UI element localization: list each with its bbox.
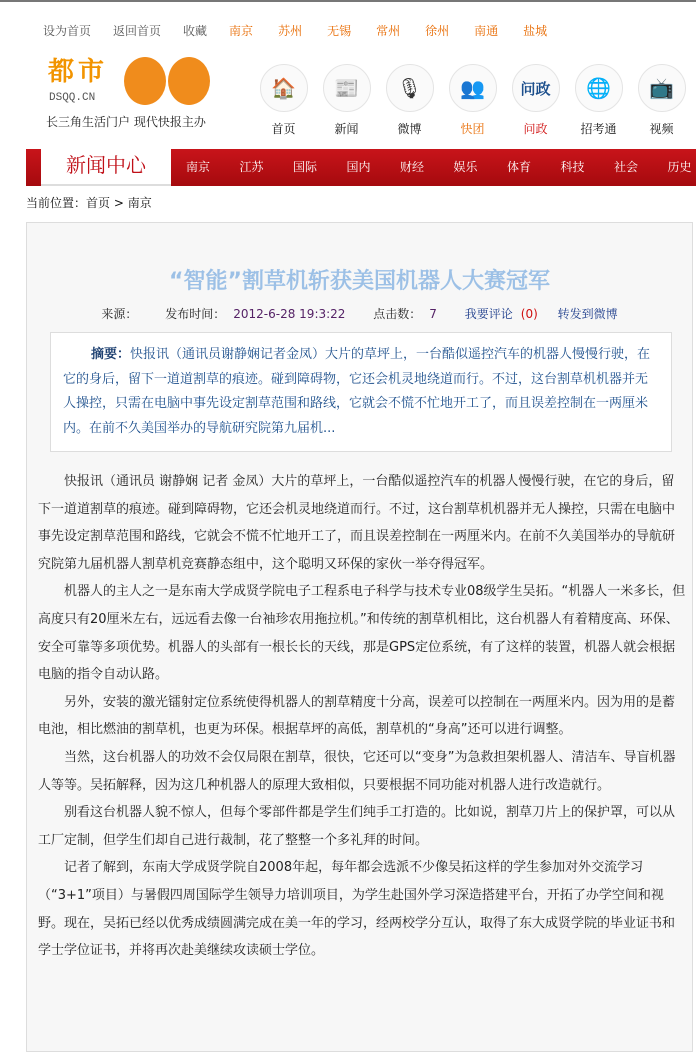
channel-label[interactable]: 新闻 [315, 122, 378, 137]
news-center-title[interactable]: 新闻中心 [41, 149, 171, 186]
article-summary [50, 332, 672, 452]
source-label: 来源： [101, 307, 137, 321]
share-weibo-link[interactable]: 转发到微博 [558, 307, 618, 321]
article-paragraph: 机器人的主人之一是东南大学成贤学院电子工程系电子科学与技术专业08级学生吴拓。“机器人一米多长，但高度只有20厘米左右，远远看去像一台袖珍农用拖拉机。”和传统的割草机相比，这台机器人有着精度高、环保、安全可靠等多项优势。机器人的头部有一根长长的天线，那是GPS定位系统，有了这样的装置，机器人就会根据电脑的指令自动认路。 [38, 578, 686, 688]
article-title: “智能”割草机斩获美国机器人大赛冠军 [27, 268, 692, 296]
city-link[interactable]: 徐州 [425, 22, 449, 39]
main-nav [26, 149, 696, 186]
logo-domain: DSQQ.CN [49, 91, 95, 105]
channel-3[interactable] [441, 64, 504, 137]
channel-label[interactable]: 首页 [252, 122, 315, 137]
time-label: 发布时间： [165, 307, 225, 321]
article-paragraph: 记者了解到，东南大学成贤学院自2008年起，每年都会选派不少像吴拓这样的学生参加对外交流学习（“3+1”项目）与暑假四周国际学生领导力培训项目，为学生赴国外学习深造搭建平台，开拓了办学空间和视野。现在，吴拓已经以优秀成绩圆满完成在美一年的学习，经两校学分互认，取得了东大成贤学院的毕业证书和学士学位证书，并将再次赴美继续攻读硕士学位。 [38, 854, 686, 964]
channel-label[interactable]: 招考通 [567, 122, 630, 137]
article-paragraph: 别看这台机器人貌不惊人，但每个零部件都是学生们纯手工打造的。比如说，割草刀片上的保护罩，可以从工厂定制，但学生们却自己进行裁制，花了整整一个多礼拜的时间。 [38, 799, 686, 854]
nav-item[interactable]: 社会 [614, 149, 668, 186]
city-link[interactable]: 无锡 [327, 22, 351, 39]
city-link[interactable]: 南通 [474, 22, 498, 39]
nav-item[interactable]: 南京 [186, 149, 240, 186]
nav-item[interactable]: 历史 [668, 149, 696, 186]
article-meta [27, 306, 692, 322]
site-logo[interactable] [46, 57, 211, 109]
city-link[interactable]: 南京 [229, 22, 253, 39]
breadcrumb-prefix: 当前位置： [26, 196, 86, 210]
article-paragraph: 当然，这台机器人的功效不会仅局限在割草，很快，它还可以“变身”为急救担架机器人、清洁车、导盲机器人等等。吴拓解释，因为这几种机器人的原理大致相似，只要根据不同功能对机器人进行改造就行。 [38, 744, 686, 799]
nav-item[interactable]: 体育 [507, 149, 561, 186]
microphone-icon[interactable]: 🎙 [386, 64, 434, 112]
site-tagline: 长三角生活门户 现代快报主办 [46, 115, 206, 130]
wenzheng-icon[interactable]: 问政 [512, 64, 560, 112]
channel-label[interactable]: 快团 [441, 122, 504, 137]
comment-count: (0) [521, 307, 538, 321]
article-container [26, 222, 693, 1052]
nav-item[interactable]: 江苏 [240, 149, 294, 186]
comment-link[interactable] [457, 307, 538, 321]
breadcrumb [26, 196, 152, 211]
channel-2[interactable] [378, 64, 441, 137]
nav-item[interactable]: 财经 [400, 149, 454, 186]
publish-time: 2012-6-28 19:3:22 [233, 307, 345, 321]
breadcrumb-separator: > [114, 196, 124, 210]
back-home-link[interactable]: 返回首页 [113, 22, 161, 39]
tv-icon[interactable]: 📺 [638, 64, 686, 112]
logo-mascot-icon [124, 57, 166, 105]
logo-text: 都市 [48, 57, 108, 87]
people-icon[interactable]: 👥 [449, 64, 497, 112]
article-paragraph: 快报讯（通讯员 谢静娴 记者 金凤）大片的草坪上，一台酷似遥控汽车的机器人慢慢行驶，在它的身后，留下一道道割草的痕迹。碰到障碍物，它还会机灵地绕道而行。不过，这台割草机机器并无人操控，只需在电脑中事先设定割草范围和路线，它就会不慌不忙地开工了，而且误差控制在一两厘米内。在前不久美国举办的导航研究院第九届机器人割草机竞赛静态组中，这个聪明又环保的家伙一举夺得冠军。 [38, 468, 686, 578]
top-links [43, 22, 572, 39]
house-icon[interactable]: 🏠 [260, 64, 308, 112]
logo-mascot-icon [168, 57, 210, 105]
channel-6[interactable] [630, 64, 693, 137]
article-paragraph: 另外，安装的激光镭射定位系统使得机器人的割草精度十分高，误差可以控制在一两厘米内。因为用的是蓄电池，相比燃油的割草机，也更为环保。根据草坪的高低，割草机的“身高”还可以进行调整。 [38, 689, 686, 744]
breadcrumb-home[interactable]: 首页 [86, 196, 110, 210]
click-count: 7 [429, 307, 437, 321]
bookmark-link[interactable]: 收藏 [183, 22, 207, 39]
nav-item[interactable]: 国内 [347, 149, 401, 186]
channel-4[interactable] [504, 64, 567, 137]
summary-label: 摘要： [91, 347, 130, 362]
newspaper-icon[interactable]: 📰 [323, 64, 371, 112]
channel-0[interactable] [252, 64, 315, 137]
nav-item[interactable]: 科技 [561, 149, 615, 186]
clicks-label: 点击数： [373, 307, 421, 321]
city-link[interactable]: 常州 [376, 22, 400, 39]
set-homepage-link[interactable]: 设为首页 [43, 22, 91, 39]
channel-label[interactable]: 微博 [378, 122, 441, 137]
channel-label[interactable]: 视频 [630, 122, 693, 137]
nav-item[interactable]: 国际 [293, 149, 347, 186]
city-link[interactable]: 盐城 [523, 22, 547, 39]
article-body [38, 468, 686, 965]
channel-5[interactable] [567, 64, 630, 137]
channel-label[interactable]: 问政 [504, 122, 567, 137]
channel-1[interactable] [315, 64, 378, 137]
breadcrumb-current[interactable]: 南京 [128, 196, 152, 210]
comment-label: 我要评论 [465, 307, 513, 321]
nav-item[interactable]: 娱乐 [454, 149, 508, 186]
channel-icons [252, 64, 693, 137]
summary-text: 快报讯（通讯员谢静娴记者金凤）大片的草坪上，一台酷似遥控汽车的机器人慢慢行驶，在它的身后，留下一道道割草的痕迹。碰到障碍物，它还会机灵地绕道而行。不过，这台割草机机器并无人操控，只需在电脑中事先设定割草范围和路线，它就会不慌不忙地开工了，而且误差控制在一两厘米内。在前不久美国举办的导航研究院第九届机... [63, 347, 650, 436]
globe-icon[interactable]: 🌐 [575, 64, 623, 112]
city-link[interactable]: 苏州 [278, 22, 302, 39]
